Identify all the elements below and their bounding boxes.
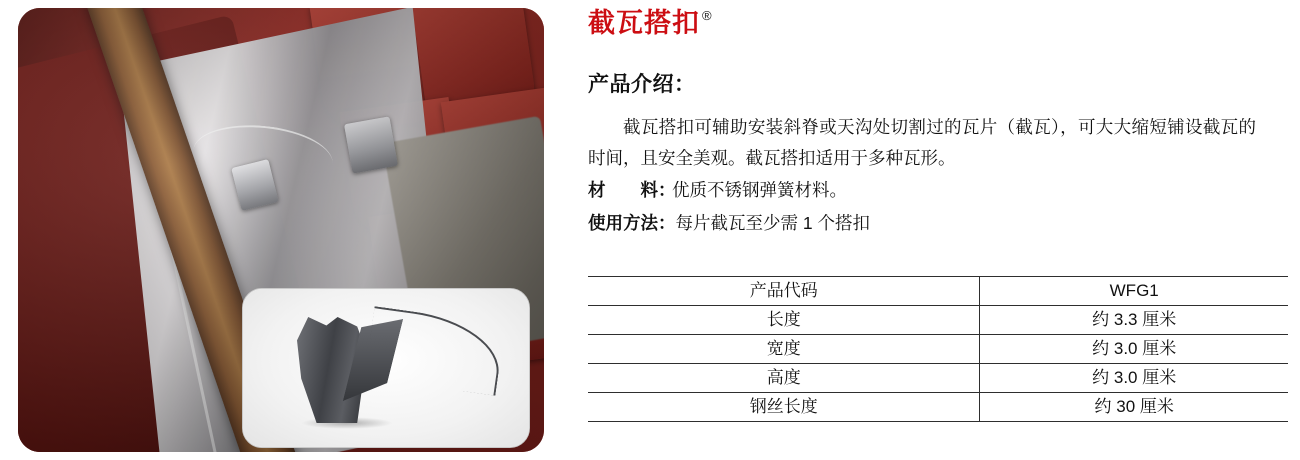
- specification-table: [588, 276, 1288, 422]
- spec-value: 约 3.0 厘米: [980, 335, 1288, 364]
- usage-line: [588, 209, 870, 237]
- spec-key: 高度: [588, 364, 980, 393]
- table-row: [588, 277, 1288, 306]
- spec-key: 产品代码: [588, 277, 980, 306]
- table-row: [588, 364, 1288, 393]
- usage-value: 每片截瓦至少需 1 个搭扣: [675, 213, 870, 233]
- registered-trademark-icon: ®: [702, 8, 712, 23]
- spec-value: 约 3.0 厘米: [980, 364, 1288, 393]
- table-row: [588, 393, 1288, 422]
- material-label: 材 料：: [588, 180, 676, 200]
- material-line: [588, 176, 847, 204]
- section-heading: 产品介绍：: [588, 73, 696, 96]
- intro-paragraph: 截瓦搭扣可辅助安装斜脊或天沟处切割过的瓦片（截瓦），可大大缩短铺设截瓦的时间，且安全美观。截瓦搭扣适用于多种瓦形。: [588, 117, 1256, 168]
- spec-key: 宽度: [588, 335, 980, 364]
- specification-table-body: [588, 277, 1288, 422]
- material-value: 优质不锈钢弹簧材料。: [672, 180, 847, 200]
- spec-value: 约 3.3 厘米: [980, 306, 1288, 335]
- product-closeup-photo: [242, 288, 530, 448]
- table-row: [588, 335, 1288, 364]
- table-row: [588, 306, 1288, 335]
- usage-label: 使用方法：: [588, 213, 676, 233]
- product-description: [588, 0, 1288, 460]
- spec-key: 钢丝长度: [588, 393, 980, 422]
- title-row: [588, 10, 712, 37]
- spec-value: 约 30 厘米: [980, 393, 1288, 422]
- page-title: 截瓦搭扣: [588, 8, 700, 38]
- spec-key: 长度: [588, 306, 980, 335]
- spec-value: WFG1: [980, 277, 1288, 306]
